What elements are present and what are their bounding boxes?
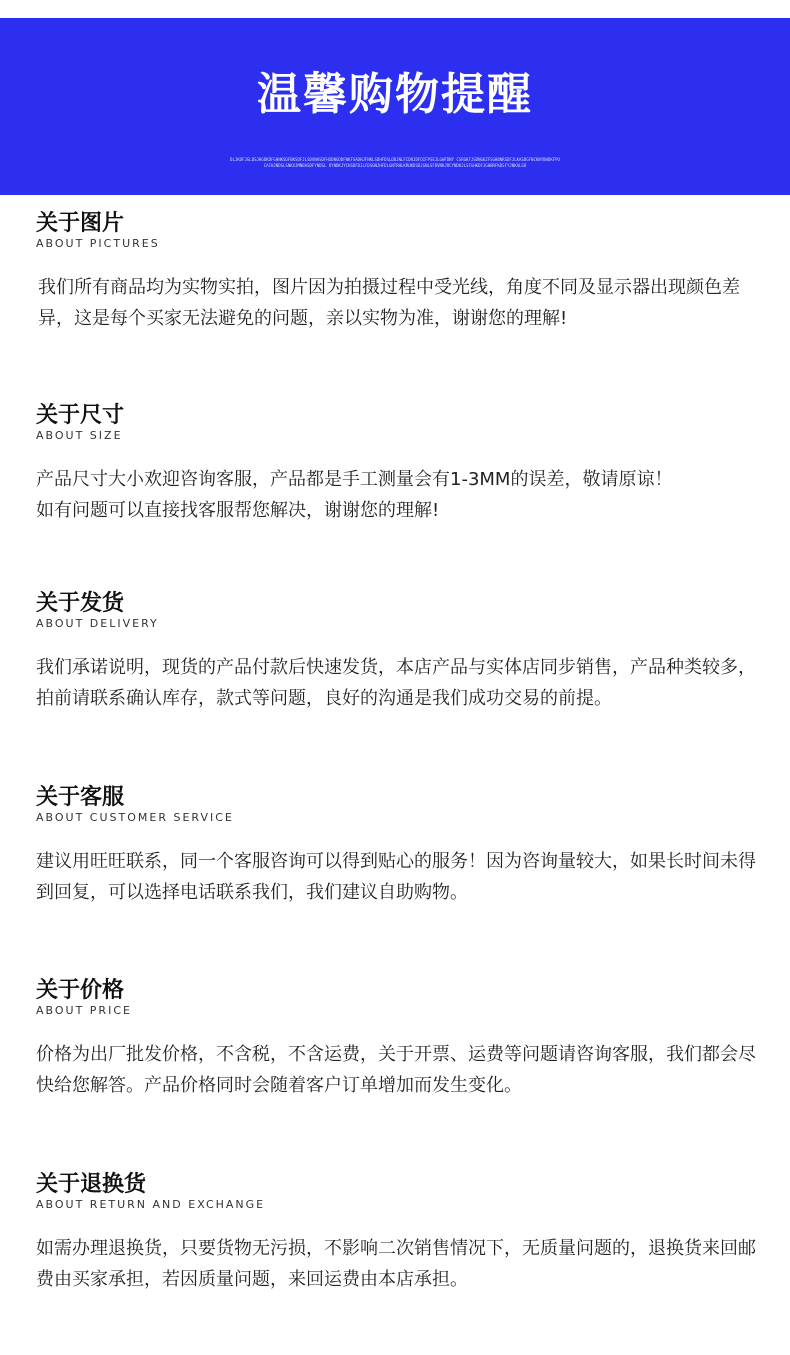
header-banner — [0, 18, 790, 195]
section-customer-service — [36, 785, 761, 908]
section-body: 我们所有商品均为实物实拍，图片因为拍摄过程中受光线，角度不同及显示器出现颜色差异，这是每个买家无法避免的问题，亲以实物为准，谢谢您的理解! — [38, 277, 740, 329]
section-delivery — [36, 591, 761, 714]
section-size — [36, 403, 761, 526]
section-subtitle: ABOUT SIZE — [36, 429, 123, 442]
section-pictures — [36, 211, 761, 334]
header-decorative-text: DLJKDFJGLDSJHGDKDFGHNKSDFBKSDFJLSDVNASDFHSDNGDDFNKFSADHJFNKLSDHFDSLDBJNLFCDRJDFOIFPSEJLGWFDNY CSRGKFJSDNGKZFSGHBNRSDFJLKASDGFNCKNYBHDKFPUCAFHJNDSLSNKXJMNBASDFYNDSL RYNDKJYCHSDFDJLFDSGNJHFDLGNTRHLKRUKDSDJGNLSFDVNKJRCYNDKJLSFGHKDFJGHBRFKDSFYJNKALSD — [230, 157, 560, 168]
section-title: 关于图片 — [36, 211, 125, 236]
section-title: 关于发货 — [36, 591, 125, 616]
section-body: 价格为出厂批发价格，不含税，不含运费，关于开票、运费等问题请咨询客服，我们都会尽快给您解答。产品价格同时会随着客户订单增加而发生变化。 — [36, 1044, 756, 1096]
section-title: 关于退换货 — [36, 1172, 147, 1197]
section-subtitle: ABOUT CUSTOMER SERVICE — [36, 811, 234, 824]
section-body: 如需办理退换货，只要货物无污损，不影响二次销售情况下，无质量问题的，退换货来回邮费由买家承担，若因质量问题，来回运费由本店承担。 — [36, 1238, 756, 1290]
section-body: 建议用旺旺联系，同一个客服咨询可以得到贴心的服务！因为咨询量较大，如果长时间未得到回复，可以选择电话联系我们，我们建议自助购物。 — [36, 851, 756, 903]
section-body: 我们承诺说明，现货的产品付款后快速发货，本店产品与实体店同步销售，产品种类较多，拍前请联系确认库存，款式等问题，良好的沟通是我们成功交易的前提。 — [36, 657, 756, 709]
section-body-line: 如有问题可以直接找客服帮您解决，谢谢您的理解! — [36, 500, 440, 521]
section-body — [36, 464, 761, 526]
section-body-line: 产品尺寸大小欢迎咨询客服，产品都是手工测量会有1-3MM的误差，敬请原谅！ — [36, 469, 673, 490]
section-subtitle: ABOUT PRICE — [36, 1004, 132, 1017]
section-title: 关于尺寸 — [36, 403, 125, 428]
section-subtitle: ABOUT DELIVERY — [36, 617, 159, 630]
section-title: 关于客服 — [36, 785, 125, 810]
section-subtitle: ABOUT RETURN AND EXCHANGE — [36, 1198, 266, 1211]
section-title: 关于价格 — [36, 978, 125, 1003]
section-price — [36, 978, 761, 1101]
section-subtitle: ABOUT PICTURES — [36, 237, 160, 250]
section-return-exchange — [36, 1172, 761, 1295]
page-title: 温馨购物提醒 — [257, 69, 533, 120]
